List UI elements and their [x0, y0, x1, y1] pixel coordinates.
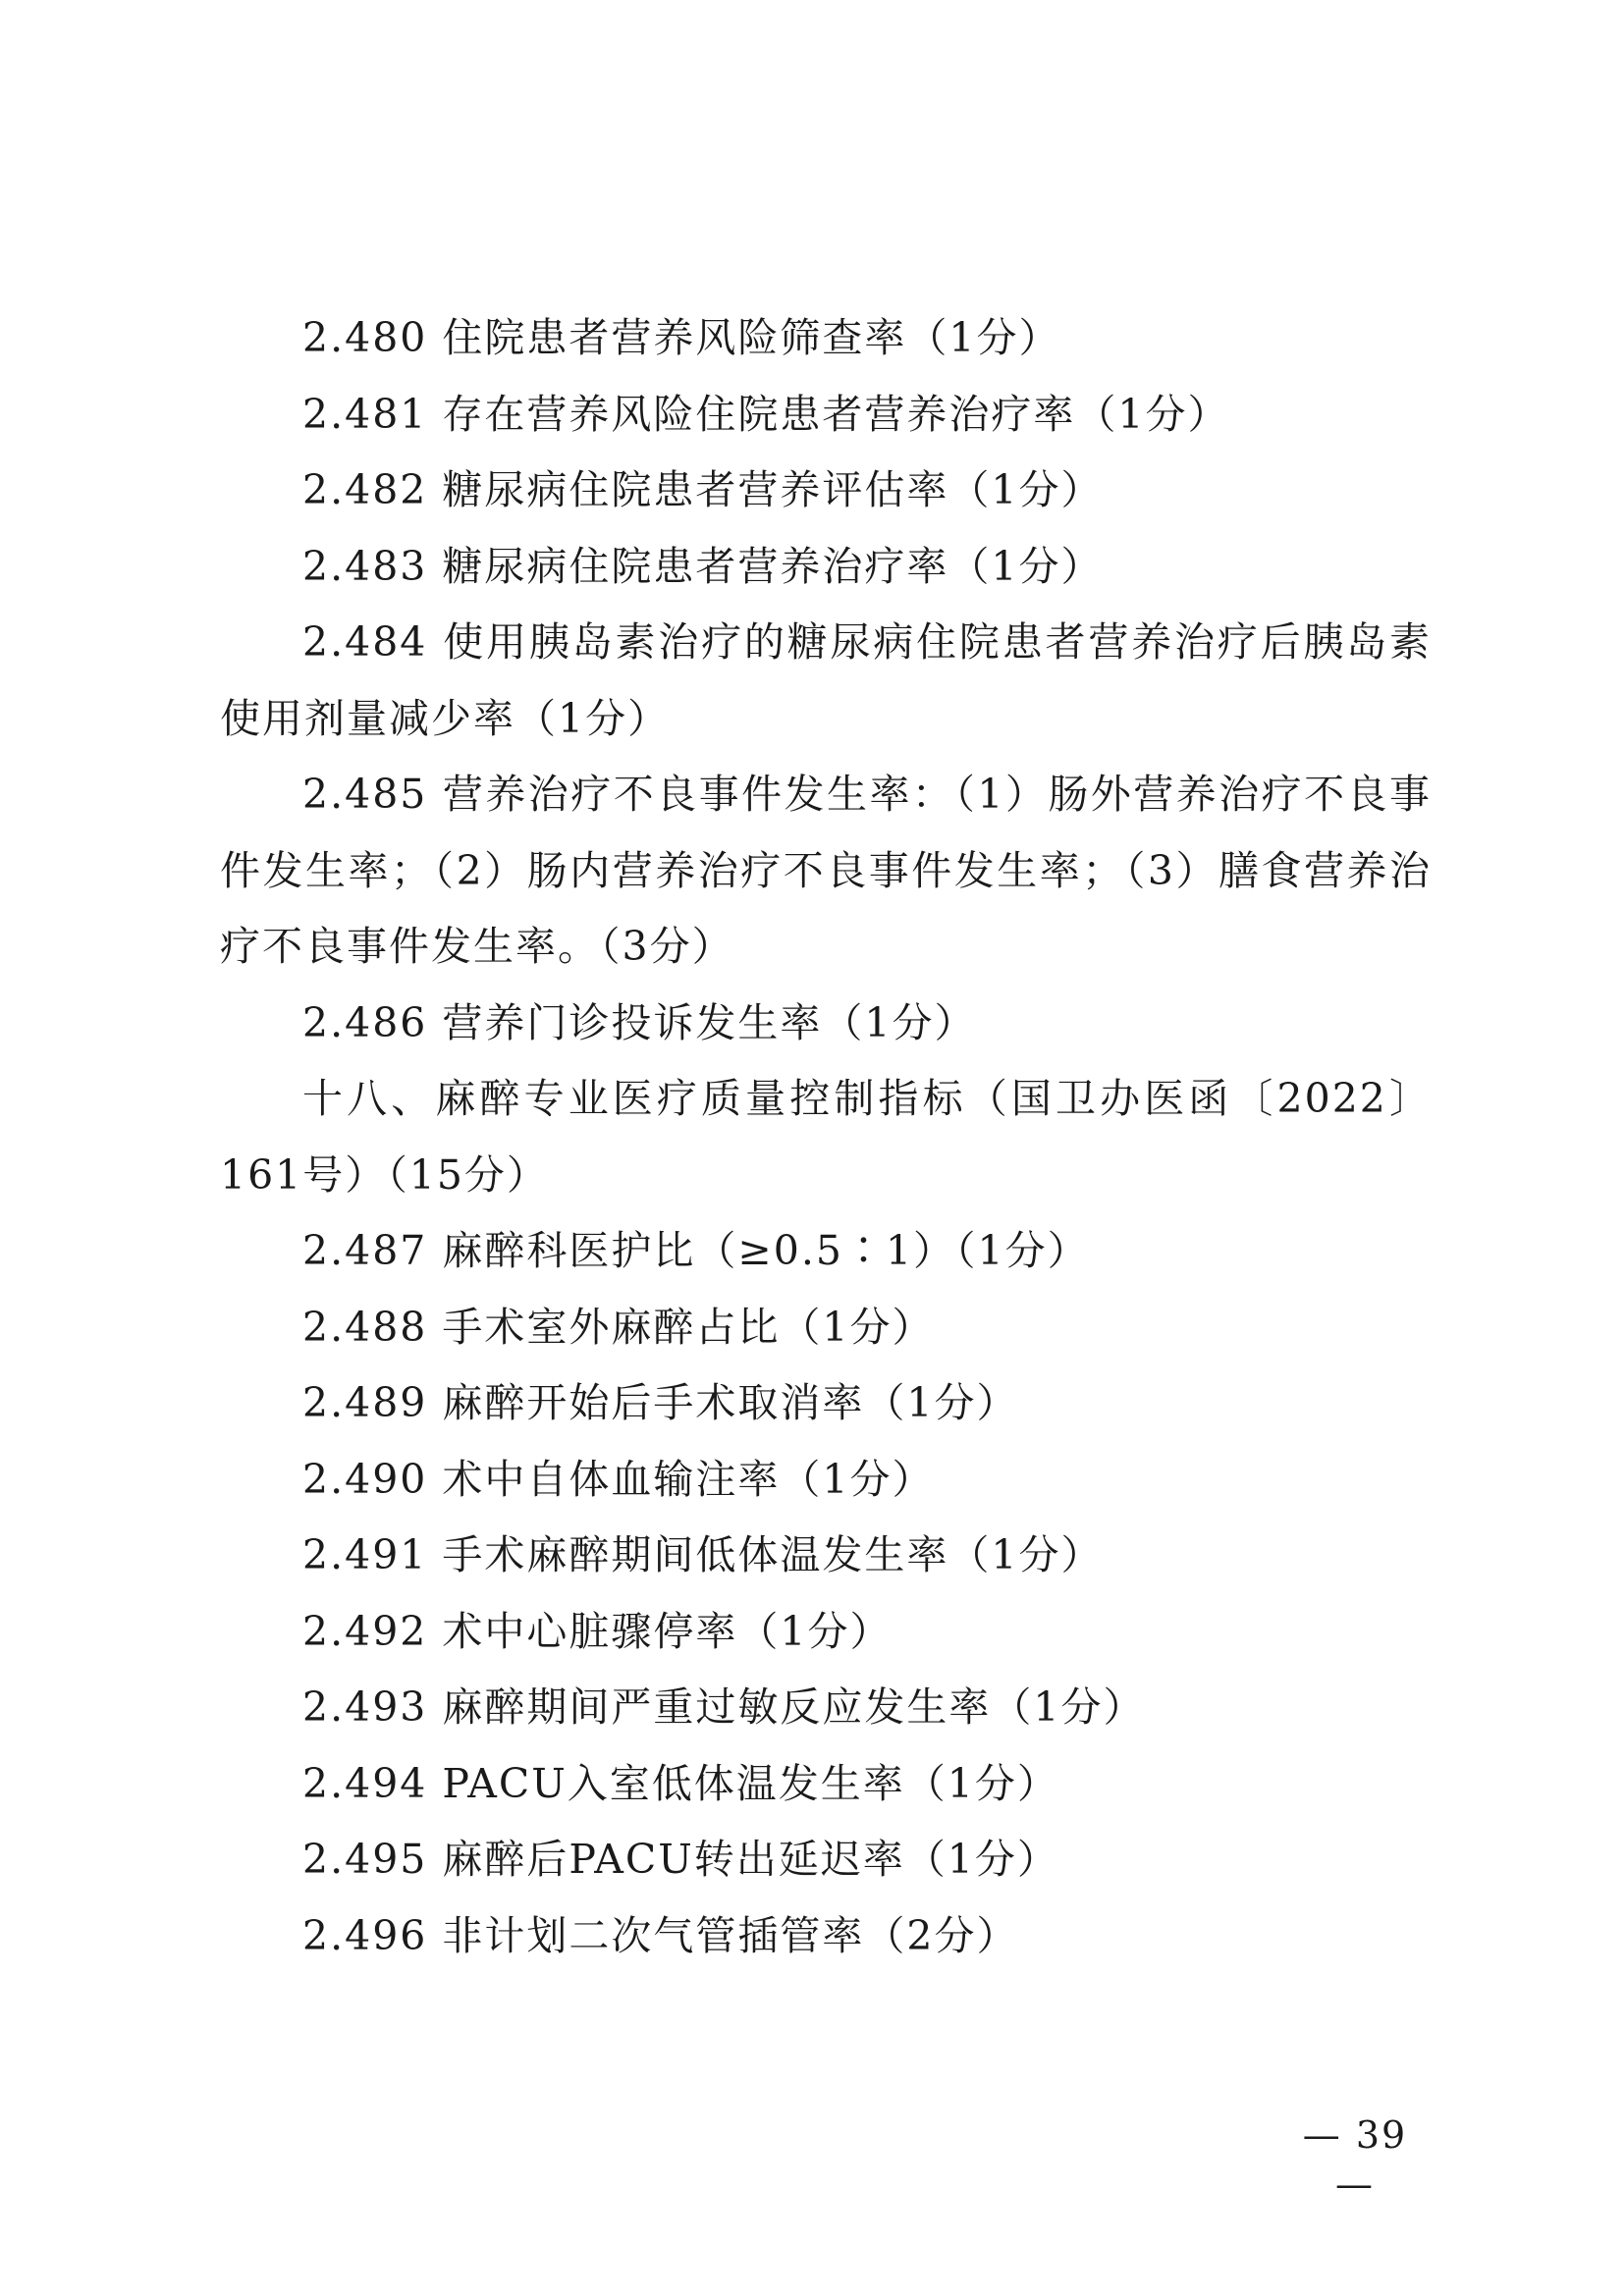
paragraph-2-482: 2.482 糖尿病住院患者营养评估率（1分）	[302, 466, 1104, 513]
document-body	[220, 300, 1432, 1974]
paragraph-2-489: 2.489 麻醉开始后手术取消率（1分）	[302, 1379, 1019, 1426]
paragraph-2-495: 2.495 麻醉后PACU转出延迟率（1分）	[302, 1836, 1059, 1883]
paragraph-2-492: 2.492 术中心脏骤停率（1分）	[302, 1607, 893, 1655]
paragraph-2-490: 2.490 术中自体血输注率（1分）	[302, 1455, 935, 1503]
paragraph-2-493: 2.493 麻醉期间严重过敏反应发生率（1分）	[302, 1683, 1146, 1731]
paragraph-2-486: 2.486 营养门诊投诉发生率（1分）	[302, 998, 977, 1046]
paragraph-2-481: 2.481 存在营养风险住院患者营养治疗率（1分）	[302, 390, 1230, 438]
paragraph-2-487: 2.487 麻醉科医护比（≥0.5∶1）（1分）	[302, 1227, 1090, 1274]
paragraph-2-483: 2.483 糖尿病住院患者营养治疗率（1分）	[302, 542, 1104, 590]
paragraph-2-480: 2.480 住院患者营养风险筛查率（1分）	[302, 314, 1061, 361]
paragraph-2-491: 2.491 手术麻醉期间低体温发生率（1分）	[302, 1531, 1104, 1578]
paragraph-2-488: 2.488 手术室外麻醉占比（1分）	[302, 1303, 935, 1351]
page-number: — 39 —	[1302, 2113, 1408, 2206]
paragraph-2-484: 2.484 使用胰岛素治疗的糖尿病住院患者营养治疗后胰岛素使用剂量减少率（1分）	[220, 618, 1432, 742]
paragraph-2-496: 2.496 非计划二次气管插管率（2分）	[302, 1911, 1019, 1959]
paragraph-2-485: 2.485 营养治疗不良事件发生率：（1）肠外营养治疗不良事件发生率；（2）肠内营养治疗不良事件发生率；（3）膳食营养治疗不良事件发生率。（3分）	[220, 771, 1432, 970]
paragraph-2-494: 2.494 PACU入室低体温发生率（1分）	[302, 1759, 1059, 1807]
section-heading-anesthesia: 十八、麻醉专业医疗质量控制指标（国卫办医函〔2022〕161号）（15分）	[220, 1075, 1432, 1199]
